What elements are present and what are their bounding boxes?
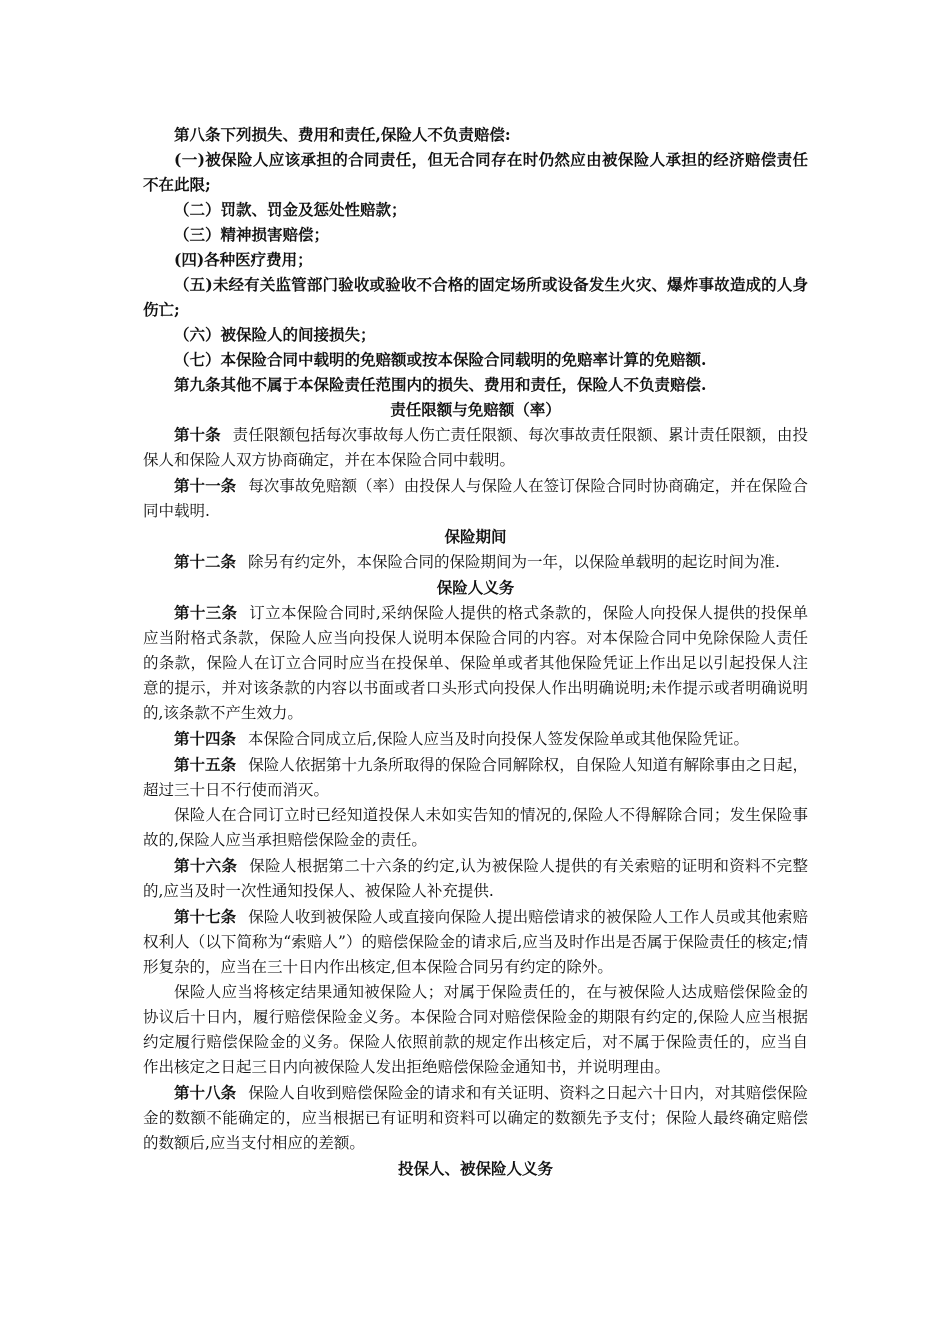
- article-15-text: 保险人依据第十九条所取得的保险合同解除权，自保险人知道有解除事由之日起，超过三十日不行使而消灭。: [143, 756, 808, 799]
- article-18: [143, 1080, 808, 1156]
- article-13-text: 订立本保险合同时,采纳保险人提供的格式条款的，保险人向投保人提供的投保单应当附格式条款，保险人应当向投保人说明本保险合同的内容。对本保险合同中免除保险人责任的条款，保险人在订立合同时应当在投保单、保险单或者其他保险凭证上作出足以引起投保人注意的提示，并对该条款的内容以书面或者口头形式向投保人作出明确说明;未作提示或者明确说明的,该条款不产生效力。: [143, 604, 808, 722]
- article-15-paragraph-2: 保险人在合同订立时已经知道投保人未如实告知的情况的,保险人不得解除合同；发生保险事故的,保险人应当承担赔偿保险金的责任。: [143, 806, 808, 849]
- article-15-label: 第十五条: [174, 755, 237, 774]
- article-18-label: 第十八条: [174, 1083, 237, 1102]
- exclusion-item-1: (一)被保险人应该承担的合同责任，但无合同存在时仍然应由被保险人承担的经济赔偿责任不在此限;: [143, 150, 808, 194]
- exclusion-item-6: （六）被保险人的间接损失；: [174, 325, 376, 344]
- article-12-text: 除另有约定外，本保险合同的保险期间为一年，以保险单载明的起讫时间为准.: [248, 553, 780, 571]
- article-12-label: 第十二条: [174, 552, 237, 571]
- exclusion-item-4: (四)各种医疗费用；: [174, 250, 313, 269]
- article-12: [143, 549, 808, 575]
- article-16-text: 保险人根据第二十六条的约定,认为被保险人提供的有关索赔的证明和资料不完整的,应当及时一次性通知投保人、被保险人补充提供.: [143, 857, 808, 900]
- article-10-label: 第十条: [174, 425, 221, 444]
- article-11-label: 第十一条: [174, 476, 237, 495]
- article-11-text: 每次事故免赔额（率）由投保人与保险人在签订保险合同时协商确定，并在保险合同中载明.: [143, 477, 808, 520]
- article-13-label: 第十三条: [174, 603, 238, 622]
- article-17-paragraph-2: 保险人应当将核定结果通知被保险人；对属于保险责任的，在与被保险人达成赔偿保险金的协议后十日内，履行赔偿保险金义务。本保险合同对赔偿保险金的期限有约定的,保险人应当根据约定履行赔偿保险金的义务。保险人依照前款的规定作出核定后，对不属于保险责任的，应当自作出核定之日起三日内向被保险人发出拒绝赔偿保险金通知书，并说明理由。: [143, 983, 808, 1076]
- exclusion-item-7: （七）本保险合同中载明的免赔额或按本保险合同载明的免赔率计算的免赔额.: [174, 350, 707, 369]
- article-18-text: 保险人自收到赔偿保险金的请求和有关证明、资料之日起六十日内，对其赔偿保险金的数额不能确定的，应当根据已有证明和资料可以确定的数额先予支付；保险人最终确定赔偿的数额后,应当支付相应的差额。: [143, 1084, 808, 1152]
- section-heading-insurer-obligations: 保险人义务: [436, 578, 515, 597]
- article-15: [143, 752, 808, 803]
- article-16-label: 第十六条: [174, 856, 238, 875]
- article-14-label: 第十四条: [174, 729, 237, 748]
- section-heading-limits: 责任限额与免赔额（率）: [390, 400, 561, 419]
- article-17-label: 第十七条: [174, 907, 237, 926]
- article-10-text: 责任限额包括每次事故每人伤亡责任限额、每次事故责任限额、累计责任限额，由投保人和保险人双方协商确定，并在本保险合同中载明。: [143, 426, 808, 469]
- exclusion-item-2: （二）罚款、罚金及惩处性赔款；: [174, 200, 407, 219]
- article-11: [143, 473, 808, 524]
- article-9: 第九条其他不属于本保险责任范围内的损失、费用和责任，保险人不负责赔偿.: [174, 375, 707, 394]
- article-10: [143, 422, 808, 473]
- exclusion-item-3: （三）精神损害赔偿；: [174, 225, 330, 244]
- article-8-intro: 第八条下列损失、费用和责任,保险人不负责赔偿:: [174, 125, 511, 144]
- article-14: [143, 726, 808, 752]
- exclusion-item-5: （五)未经有关监管部门验收或验收不合格的固定场所或设备发生火灾、爆炸事故造成的人身伤亡;: [143, 275, 808, 319]
- article-14-text: 本保险合同成立后,保险人应当及时向投保人签发保险单或其他保险凭证。: [248, 730, 749, 748]
- article-13: [143, 600, 808, 726]
- article-17: [143, 904, 808, 980]
- section-heading-period: 保险期间: [444, 527, 507, 546]
- article-17-text: 保险人收到被保险人或直接向保险人提出赔偿请求的被保险人工作人员或其他索赔权利人（以下简称为“索赔人”）的赔偿保险金的请求后,应当及时作出是否属于保险责任的核定;情形复杂的，应当在三十日内作出核定,但本保险合同另有约定的除外。: [143, 908, 808, 976]
- article-16: [143, 853, 808, 904]
- section-heading-insured-obligations: 投保人、被保险人义务: [397, 1159, 553, 1178]
- document-page: [143, 122, 808, 1181]
